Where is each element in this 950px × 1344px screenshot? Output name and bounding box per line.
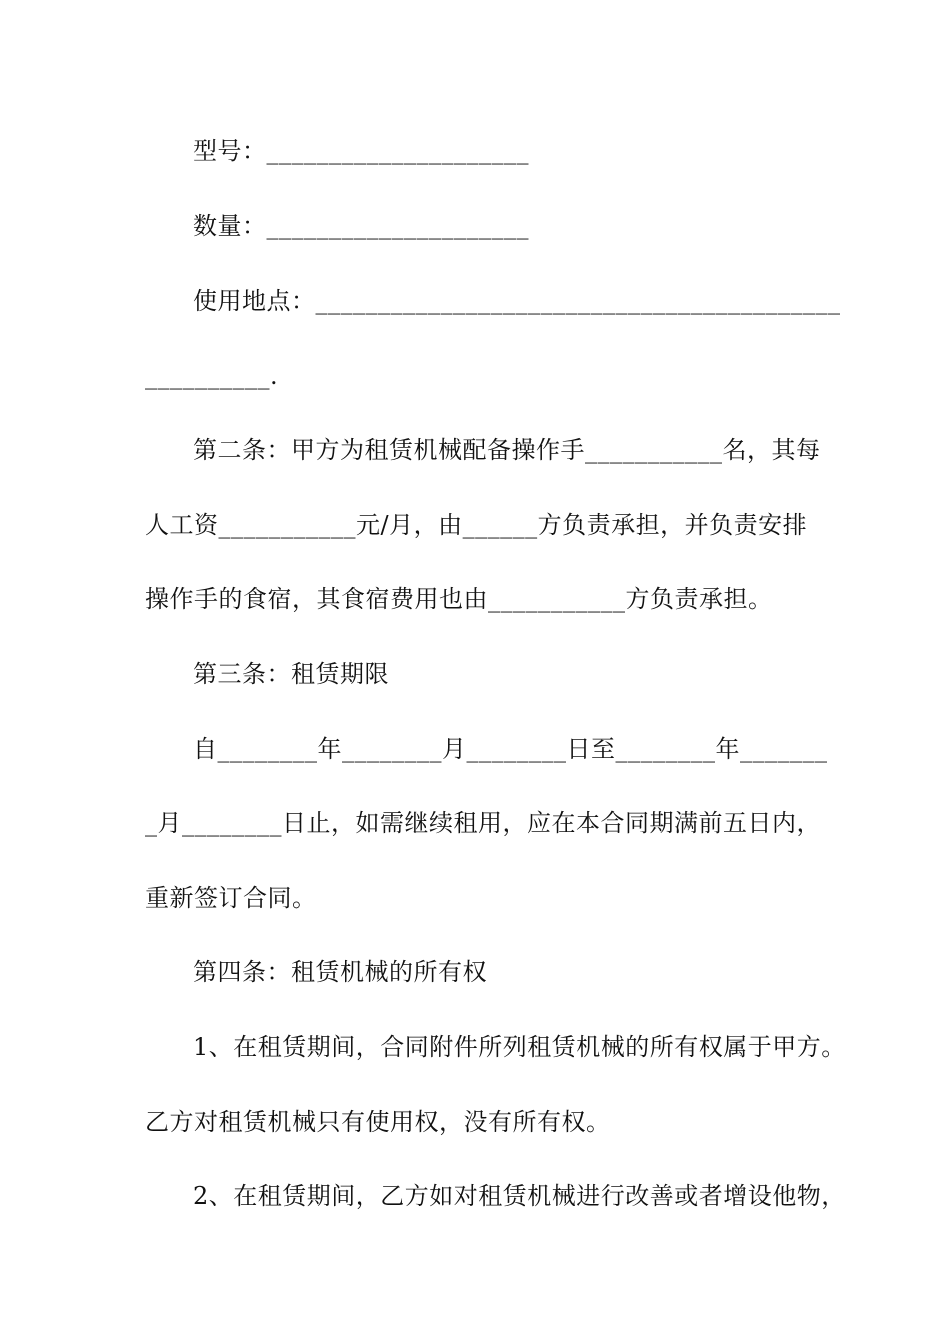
quantity-field-line: 数量：_____________________: [193, 212, 529, 240]
ownership-clause-1-line-2: 乙方对租赁机械只有使用权，没有所有权。: [145, 1108, 611, 1136]
article-two-line-2: 人工资___________元/月，由______方负责承担，并负责安排: [145, 511, 808, 539]
ownership-clause-2-line-1: 2、在租赁期间，乙方如对租赁机械进行改善或者增设他物，: [193, 1182, 846, 1210]
article-three-heading: 第三条：租赁期限: [193, 660, 389, 688]
article-two-line-3: 操作手的食宿，其食宿费用也由___________方负责承担。: [145, 585, 773, 613]
article-four-heading: 第四条：租赁机械的所有权: [193, 958, 487, 986]
model-field-line: 型号：_____________________: [193, 137, 529, 165]
lease-term-line-1: 自________年________月________日至________年_______: [193, 735, 828, 763]
article-two-line-1: 第二条：甲方为租赁机械配备操作手___________名，其每: [193, 436, 821, 464]
lease-term-line-3: 重新签订合同。: [145, 884, 317, 912]
location-field-continuation: __________.: [145, 362, 279, 390]
location-field-line: 使用地点：__________________________________________: [193, 287, 841, 315]
ownership-clause-1-line-1: 1、在租赁期间，合同附件所列租赁机械的所有权属于甲方。: [193, 1033, 846, 1061]
lease-term-line-2: _月________日止，如需继续租用，应在本合同期满前五日内，: [145, 809, 821, 837]
